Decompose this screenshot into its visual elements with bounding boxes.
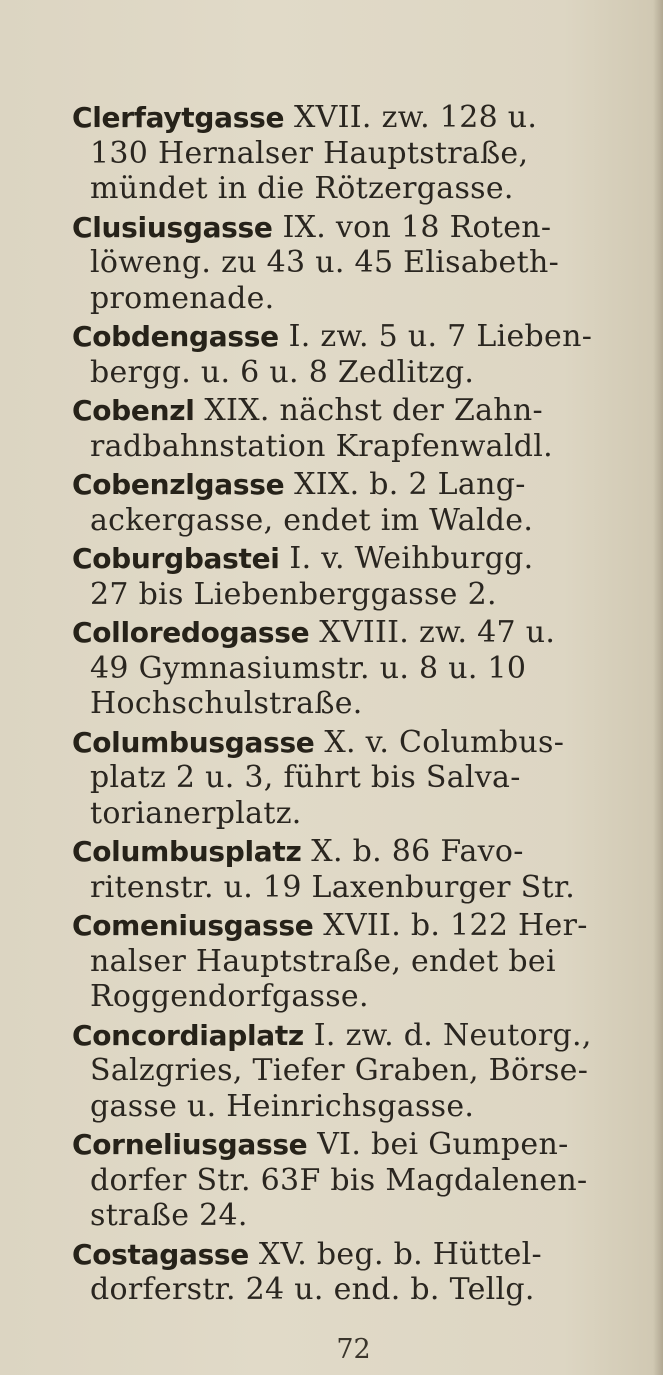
entry-text: straße 24. (90, 1198, 248, 1233)
entry-text: nalser Hauptstraße, endet bei (90, 943, 556, 979)
directory-entry (72, 1127, 650, 1234)
directory-entry (72, 615, 650, 722)
directory-entry (72, 1018, 650, 1125)
entry-text: torianerplatz. (90, 795, 302, 831)
entry-text: Hochschulstraße. (90, 686, 363, 721)
entry-text: XV. beg. b. Hüttel- (249, 1236, 542, 1272)
entry-text: XVII. b. 122 Her- (313, 908, 588, 943)
street-name: Coburgbastei (72, 542, 280, 575)
directory-entry (72, 541, 650, 612)
street-name: Columbusplatz (72, 835, 302, 868)
directory-entry (72, 319, 650, 390)
entry-text: XVIII. zw. 47 u. (309, 615, 556, 650)
street-name: Costagasse (72, 1237, 249, 1271)
entry-text: löweng. zu 43 u. 45 Elisabeth- (90, 245, 560, 280)
page-edge-shadow (653, 0, 663, 1375)
directory-entry (72, 393, 650, 464)
directory-entry (72, 100, 650, 207)
street-name: Clusiusgasse (72, 210, 273, 244)
entry-text: I. zw. 5 u. 7 Lieben- (278, 319, 593, 354)
entry-text: 27 bis Liebenberggasse 2. (90, 576, 497, 612)
entry-text: X. v. Columbus- (314, 724, 565, 760)
entry-text: promenade. (90, 280, 275, 316)
entry-text: I. v. Weihburgg. (279, 541, 534, 576)
entry-text: Salzgries, Tiefer Graben, Börse- (90, 1053, 589, 1088)
entry-text: X. b. 86 Favo- (301, 834, 524, 869)
entry-text: bergg. u. 6 u. 8 Zedlitzg. (90, 354, 475, 390)
street-name: Clerfaytgasse (72, 101, 285, 134)
directory-entry (72, 467, 650, 538)
directory-entry (72, 908, 650, 1015)
street-directory (72, 100, 650, 1311)
page-number: 72 (336, 1334, 371, 1365)
entry-text: dorfer Str. 63F bis Magdalenen- (90, 1162, 588, 1198)
entry-text: ackergasse, endet im Walde. (90, 502, 534, 538)
street-name: Cobdengasse (72, 320, 279, 353)
street-name: Concordiaplatz (72, 1018, 304, 1052)
street-name: Colloredogasse (72, 616, 310, 649)
entry-text: IX. von 18 Roten- (272, 209, 552, 245)
page-number-footer (0, 1334, 663, 1365)
entry-text: Roggendorfgasse. (90, 979, 369, 1014)
entry-text: XIX. nächst der Zahn- (194, 393, 543, 428)
entry-text: gasse u. Heinrichsgasse. (90, 1088, 475, 1124)
entry-text: VI. bei Gumpen- (307, 1127, 569, 1162)
entry-text: ritenstr. u. 19 Laxenburger Str. (90, 869, 576, 905)
entry-text: XIX. b. 2 Lang- (284, 467, 526, 502)
street-name: Columbusgasse (72, 725, 315, 759)
directory-entry (72, 210, 650, 317)
directory-entry (72, 834, 650, 905)
entry-text: I. zw. d. Neutorg., (303, 1017, 592, 1053)
entry-text: mündet in die Rötzergasse. (90, 171, 514, 206)
street-name: Corneliusgasse (72, 1128, 308, 1161)
entry-text: platz 2 u. 3, führt bis Salva- (90, 760, 521, 795)
entry-text: 49 Gymnasiumstr. u. 8 u. 10 (90, 650, 527, 686)
directory-entry (72, 725, 650, 832)
entry-text: dorferstr. 24 u. end. b. Tellg. (90, 1272, 535, 1307)
entry-text: XVII. zw. 128 u. (284, 100, 538, 135)
entry-text: radbahnstation Krapfenwaldl. (90, 428, 553, 464)
street-name: Comeniusgasse (72, 909, 314, 942)
street-name: Cobenzl (72, 394, 195, 427)
entry-text: 130 Hernalser Hauptstraße, (90, 135, 529, 171)
directory-entry (72, 1237, 650, 1308)
street-name: Cobenzlgasse (72, 468, 285, 501)
